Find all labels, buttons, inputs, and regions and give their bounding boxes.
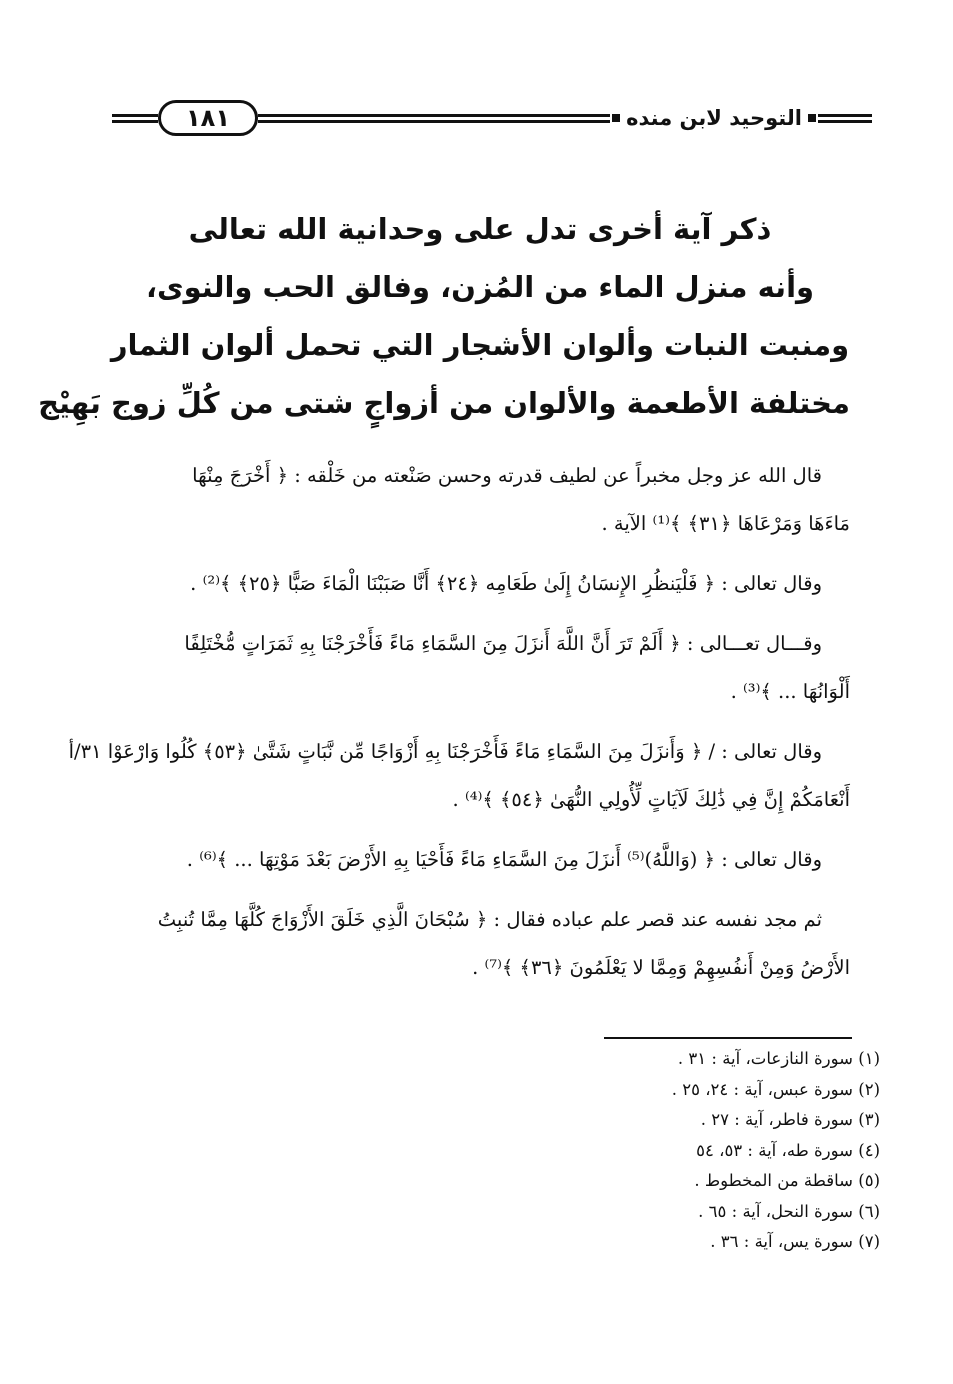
footnote: (٤) سورة طه، آية : ٥٣، ٥٤	[696, 1140, 880, 1160]
body-line: وقـــال تعـــالى : ﴿ أَلَمْ تَرَ أَنَّ اللَّهَ أَنزَلَ مِنَ السَّمَاءِ مَاءً فَأَخْرَجْنَا بِهِ ثَمَرَاتٍ مُّخْتَلِفًا	[184, 632, 822, 655]
square-bullet-icon	[612, 114, 620, 122]
footnote: (٢) سورة عبس، آية : ٢٤، ٢٥ .	[671, 1079, 880, 1099]
heading-line: ومنبت النبات وألوان الأشجار التي تحمل ألوان الثمار	[110, 328, 850, 362]
body-line: ثم مجد نفسه عند قصر علم عباده فقال : ﴿ سُبْحَانَ الَّذِي خَلَقَ الأَزْوَاجَ كُلَّهَا مِمَّا تُنبِتُ	[157, 908, 822, 931]
body-line: مَاءَهَا وَمَرْعَاهَا ﴿٣١﴾ ﴾⁽¹⁾ الآية .	[601, 512, 850, 535]
footnote: (٣) سورة فاطر، آية : ٢٧ .	[700, 1110, 880, 1129]
heading-line: وأنه منزل الماء من المُزن، وفالق الحب والنوى،	[145, 270, 815, 304]
header-rule-middle	[258, 114, 610, 123]
chapter-heading	[38, 200, 850, 432]
body-line: أَلْوَانُهَا ... ﴾⁽³⁾ .	[730, 680, 850, 703]
body-line: وقال تعالى : / ﴿ وَأَنزَلَ مِنَ السَّمَاءِ مَاءً فَأَخْرَجْنَا بِهِ أَزْوَاجًا مِّن نَّبَاتٍ شَتَّىٰ ﴿٥٣﴾ كُلُوا وَارْعَوْا ٣١/أ	[68, 740, 822, 763]
footnote-divider	[604, 1037, 852, 1039]
body-line: أَنْعَامَكُمْ إِنَّ فِي ذَٰلِكَ لَآيَاتٍ لِّأُولِي النُّهَىٰ ﴿٥٤﴾ ﴾⁽⁴⁾ .	[452, 788, 850, 811]
square-bullet-icon	[808, 114, 816, 122]
footnote: (٦) سورة النحل، آية : ٦٥ .	[698, 1201, 880, 1221]
heading-line: ذكر آية أخرى تدل على وحدانية الله تعالى	[188, 212, 772, 246]
body-text	[60, 452, 850, 992]
running-title	[610, 98, 818, 138]
body-line: الأَرْضُ وَمِنْ أَنفُسِهِمْ وَمِمَّا لا يَعْلَمُونَ ﴿٣٦﴾ ﴾⁽⁷⁾ .	[472, 956, 850, 979]
header-rule-left	[112, 114, 158, 123]
footnote: (٧) سورة يس، آية : ٣٦ .	[710, 1232, 880, 1251]
page-number: ١٨١	[158, 100, 258, 136]
footnote: (٥) ساقطة من المخطوط .	[694, 1171, 880, 1190]
footnotes	[560, 1044, 880, 1258]
header-rule-right	[818, 114, 872, 123]
book-title-text: التوحيد لابن منده	[626, 106, 802, 130]
heading-line: مختلفة الأطعمة والألوان من أزواجٍ شتى من كُلِّ زوج بَهِيْج	[38, 386, 850, 420]
body-line: قال الله عز وجل مخبراً عن لطيف قدرته وحسن صَنْعته من خَلْقه : ﴿ أَخْرَجَ مِنْهَا	[192, 464, 822, 487]
body-line: وقال تعالى : ﴿ (وَاللَّهُ)⁽⁵⁾ أَنزَلَ مِنَ السَّمَاءِ مَاءً فَأَحْيَا بِهِ الأَرْضَ بَعْدَ مَوْتِهَا ... ﴾⁽⁶⁾ .	[186, 848, 822, 871]
footnote: (١) سورة النازعات، آية : ٣١ .	[677, 1049, 880, 1068]
body-line: وقال تعالى : ﴿ فَلْيَنظُرِ الإِنسَانُ إِلَىٰ طَعَامِه ﴿٢٤﴾ أَنَّا صَبَبْنَا الْمَاءَ صَبًّا ﴿٢٥﴾ ﴾⁽²⁾ .	[190, 572, 822, 595]
page-header	[112, 98, 872, 142]
